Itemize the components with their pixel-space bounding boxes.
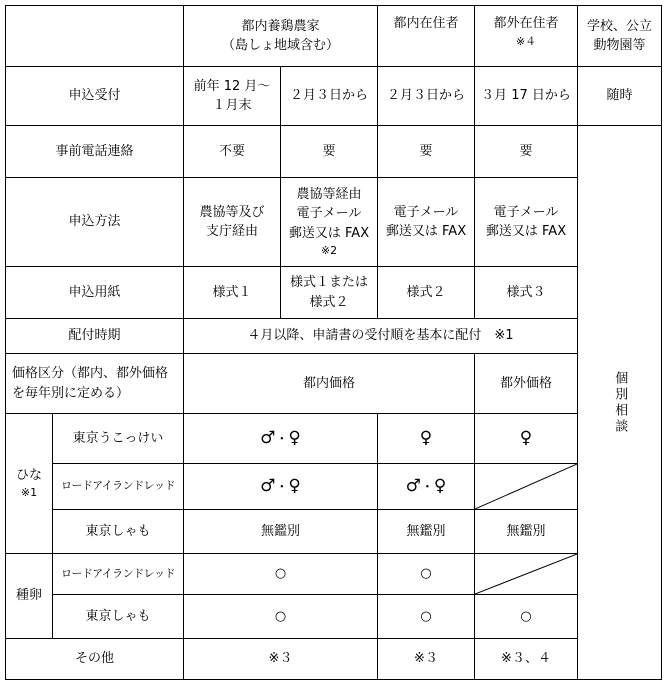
method-outside-line1: 電子メール (493, 204, 559, 220)
egg-shamo-outside: ○ (475, 595, 578, 639)
form-label: 申込用紙 (6, 267, 184, 319)
method-farmer-b (281, 178, 378, 267)
other-farmer: ※３ (184, 639, 378, 680)
separator-dot: ・ (275, 431, 289, 447)
not-applicable-diagonal (475, 554, 577, 594)
application-label: 申込受付 (6, 67, 184, 126)
chick-shamo-outside: 無鑑別 (475, 510, 578, 554)
header-outside-resident-label: 都外在住者 (493, 16, 559, 31)
method-farmer-a (184, 178, 281, 267)
chick-shamo-resident: 無鑑別 (378, 510, 475, 554)
application-farmer-a-line1: 前年 12 月～ (193, 78, 271, 94)
delivery-label: 配付時期 (6, 319, 184, 354)
female-symbol: ♀ (419, 427, 433, 448)
form-farmer-b-line2: 様式２ (309, 294, 349, 310)
chick-ukokkei-label: 東京うこっけい (53, 414, 184, 464)
header-outside-resident (475, 6, 578, 67)
application-farmer-a-line2: １月末 (212, 98, 252, 113)
chick-shamo-row (6, 510, 662, 554)
egg-group-cell: 種卵 (6, 554, 53, 639)
application-school: 随時 (578, 67, 662, 126)
method-label: 申込方法 (6, 178, 184, 267)
method-farmer-b-line2: 電子メール (296, 206, 362, 221)
method-farmer-a-line1: 農協等及び (199, 204, 265, 220)
header-to-farmer (184, 6, 378, 67)
individual-consult-cell: 個別相談 (578, 126, 662, 680)
female-symbol: ♀ (288, 427, 301, 448)
header-empty-cell (6, 6, 184, 67)
egg-shamo-row (6, 595, 662, 639)
price-row (6, 354, 662, 414)
method-outside (475, 178, 578, 267)
chick-group-note: ※1 (20, 486, 38, 499)
form-outside: 様式３ (475, 267, 578, 319)
method-farmer-b-line1: 農協等経由 (296, 186, 362, 202)
egg-shamo-resident: ○ (378, 595, 475, 639)
phone-farmer-b: 要 (281, 126, 378, 178)
other-resident: ※３ (378, 639, 475, 680)
not-applicable-diagonal (475, 464, 577, 509)
chick-ukokkei-resident (378, 414, 475, 464)
header-school (578, 6, 662, 67)
chick-shamo-label: 東京しゃも (53, 510, 184, 554)
price-outside: 都外価格 (475, 354, 578, 414)
egg-rhode-island-outside-na (475, 554, 578, 595)
male-symbol: ♂ (260, 475, 276, 496)
price-label-line1: 価格区分（都内、都外価格 (12, 366, 169, 381)
method-farmer-b-line3: 郵送又は FAX (288, 225, 370, 241)
method-row (6, 178, 662, 267)
method-farmer-a-line2: 支庁経由 (205, 224, 258, 239)
form-resident: 様式２ (378, 267, 475, 319)
egg-chick-distribution-table (5, 5, 662, 680)
application-row (6, 67, 662, 126)
chick-rhode-island-row (6, 464, 662, 510)
form-farmer-b-line1: 様式１または (289, 275, 368, 290)
egg-rhode-island-label: ロードアイランドレッド (53, 554, 184, 595)
separator-dot: ・ (275, 479, 289, 495)
delivery-value: ４月以降、申請書の受付順を基本に配付 ※1 (184, 319, 578, 354)
chick-rhode-island-label: ロードアイランドレッド (53, 464, 184, 510)
chick-group-cell (6, 414, 53, 554)
header-school-line1: 学校、公立 (586, 18, 652, 34)
chick-ukokkei-farmer (184, 414, 378, 464)
chick-ukokkei-outside (475, 414, 578, 464)
form-farmer-b (281, 267, 378, 319)
other-row (6, 639, 662, 680)
header-school-line2: 動物園等 (593, 38, 646, 53)
form-farmer-a: 様式１ (184, 267, 281, 319)
other-label: その他 (6, 639, 184, 680)
separator-dot: ・ (420, 479, 434, 495)
phone-label: 事前電話連絡 (6, 126, 184, 178)
method-resident-line1: 電子メール (393, 204, 459, 220)
method-outside-line2: 郵送又は FAX (485, 224, 567, 239)
chick-group-label: ひな (15, 467, 42, 483)
header-to-farmer-line2: （島しょ地域含む） (221, 38, 339, 53)
header-to-farmer-line1: 都内養鶏農家 (241, 18, 320, 34)
phone-resident: 要 (378, 126, 475, 178)
delivery-row (6, 319, 662, 354)
price-label-line2: を毎年別に定める） (12, 385, 130, 401)
female-symbol: ♀ (288, 475, 301, 496)
method-farmer-b-note: ※2 (320, 244, 338, 257)
method-resident-line2: 郵送又は FAX (385, 224, 467, 239)
phone-row (6, 126, 662, 178)
price-label (6, 354, 184, 414)
egg-rhode-island-row (6, 554, 662, 595)
header-row (6, 6, 662, 67)
application-resident: ２月３日から (378, 67, 475, 126)
chick-ukokkei-row (6, 414, 662, 464)
phone-farmer-a: 不要 (184, 126, 281, 178)
egg-shamo-farmer: ○ (184, 595, 378, 639)
egg-rhode-island-farmer: ○ (184, 554, 378, 595)
chick-rhode-island-farmer (184, 464, 378, 510)
chick-shamo-farmer: 無鑑別 (184, 510, 378, 554)
male-symbol: ♂ (260, 427, 276, 448)
form-row (6, 267, 662, 319)
price-inside: 都内価格 (184, 354, 475, 414)
chick-rhode-island-resident (378, 464, 475, 510)
application-farmer-b: ２月３日から (281, 67, 378, 126)
header-to-resident: 都内在住者 (378, 6, 475, 67)
egg-rhode-island-resident: ○ (378, 554, 475, 595)
male-symbol: ♂ (405, 475, 421, 496)
female-symbol: ♀ (433, 475, 447, 496)
method-resident (378, 178, 475, 267)
application-farmer-a (184, 67, 281, 126)
application-outside: ３月 17 日から (475, 67, 578, 126)
female-symbol: ♀ (519, 427, 533, 448)
egg-shamo-label: 東京しゃも (53, 595, 184, 639)
chick-rhode-island-outside-na (475, 464, 578, 510)
other-outside: ※３、４ (475, 639, 578, 680)
phone-outside: 要 (475, 126, 578, 178)
header-outside-note: ※４ (515, 34, 537, 48)
